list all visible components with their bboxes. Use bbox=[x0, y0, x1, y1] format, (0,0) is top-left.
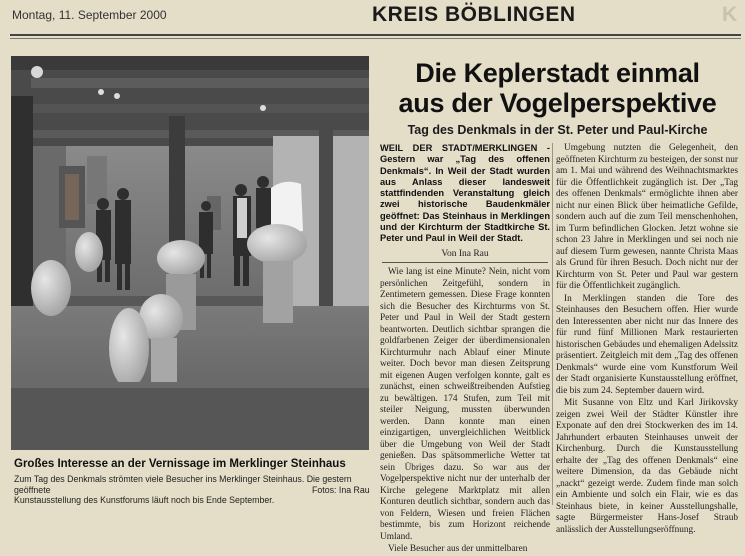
byline-rule bbox=[382, 262, 548, 263]
dateline: Montag, 11. September 2000 bbox=[12, 8, 167, 22]
headline-line: Die Keplerstadt einmal bbox=[415, 58, 700, 88]
article-column-1 bbox=[380, 267, 550, 556]
lead-paragraph: WEIL DER STADT/MERKLINGEN - Gestern war „Tag des offenen Denkmals“. In Weil der Stadt wurden aus Anlass dieser landesweit stattfindenden Veranstaltung gleich zwei historische Baudenkmäler geöffnet: Das Steinhaus in Merklingen und der Kirchturm der Stadtkirche St. Peter und Paul in Weil der Stadt. bbox=[380, 143, 550, 244]
photo-caption-line: Zum Tag des Denkmals strömten viele Besucher ins Merklinger Steinhaus. Die gestern geöffnete bbox=[14, 474, 352, 495]
header-rule bbox=[10, 34, 741, 36]
paragraph: Viele Besucher aus der unmittelbaren bbox=[388, 544, 528, 554]
section-title: KREIS BÖBLINGEN bbox=[372, 3, 576, 26]
paragraph: Umgebung nutzten die Gelegenheit, den geöffneten Kirchturm zu besteigen, der sonst nur am 1. Mai und während des Weihnachtsmarktes für die Öffentlichkeit zugänglich ist. Der „Tag des offenen Denkmals“ ermöglichte ihnen aber nicht nur einen Blick über heimatliche Gefilde, sondern auch auf die zum Teil menschenhohen, im Turm befindlichen Glocken. Jetzt wohne sie schon 23 Jahre in Merklingen und sei noch nie auf diesem Turm gewesen, nannte Christa Maas als Grund für ihren Besuch. Doch nicht nur der Kirchturm von St. Peter und Paul war gestern für die Öffentlichkeit zugänglich. bbox=[556, 143, 738, 291]
paragraph: Mit Susanne von Eltz und Karl Jirikovsky zeigen zwei Weil der Städter Künstler ihre Exponate auf den drei Stockwerken des im 14. Jahrhundert erbauten Steinhauses unweit der Kirchenburg. Durch die Kunstausstellung erhalte der „Tag des offenen Denkmals“ eine weitere Dimension, da das Gebäude nicht „nackt“ gezeigt werde. Zudem finde man solch ein Ambiente und solch ein Flair, wie es das Steinhaus biete, in keiner Ausstellungshalle, sagte Bürgermeister Hans-Josef Straub anlässlich der Ausstellungseröffnung. bbox=[556, 398, 738, 535]
article-column-2 bbox=[556, 143, 738, 536]
column-divider bbox=[552, 143, 553, 505]
photo-credit: Fotos: Ina Rau bbox=[312, 485, 370, 495]
photo-caption-line: Kunstausstellung des Kunstforums läuft noch bis Ende September. bbox=[14, 495, 275, 505]
header-rule-thin bbox=[10, 38, 741, 39]
byline: Von Ina Rau bbox=[441, 249, 489, 259]
headline bbox=[375, 58, 740, 118]
ghost-letter: K bbox=[722, 3, 738, 26]
headline-line: aus der Vogelperspektive bbox=[398, 88, 717, 118]
paragraph: Wie lang ist eine Minute? Nein, nicht vom persönlichen Zeitgefühl, sondern in Zentimetern gemessen. Diese Frage konnten sich die Besucher des Kirchturms von St. Peter und Paul in Weil der Stadt gestern beantworten. Deutlich sichtbar sprangen die goldfarbenen Zeiger der überdimensionalen Kirchturmuhr nach Ablauf einer Minute weiter. Doch bevor man diesen Zeitsprung mit eigenen Augen verfolgen konnte, galt es zunächst, einen schweißtreibenden Aufstieg zu bewältigen. 174 Stufen, zum Teil mit steiler Neigung, mussten überwunden werden. Dann konnte man einen einzigartigen, unvergleichlichen Weitblick über die Umgebung von Weil der Stadt genießen. Das spätsommerliche Wetter tat sein Übriges dazu. So war aus der Vogelperspektive nicht nur der unterhalb der Kirche gelegene Marktplatz mit allen Konturen deutlich sichtbar, sondern auch das von Feldern, Wiesen und freien Flächen bestimmte, bis zum Horizont reichende Umland. bbox=[380, 267, 550, 542]
exhibition-photo bbox=[11, 56, 369, 450]
subheadline: Tag des Denkmals in der St. Peter und Paul-Kirche bbox=[407, 123, 708, 137]
photo-caption-title: Großes Interesse an der Vernissage im Merklinger Steinhaus bbox=[14, 458, 346, 470]
paragraph: In Merklingen standen die Tore des Steinhauses den Besuchern offen. Hier wurde den Interessenten aber nicht nur das Innere des für rund fünf Millionen Mark restaurierten historischen Gebäudes und ehemaligen Adelssitz präsentiert. Zeitgleich mit dem „Tag des offenen Denkmals“ wurde eine vom Kunstforum Weil der Stadt organisierte Kunstausstellung eröffnet, die bis zum 24. September dauern wird. bbox=[556, 293, 738, 396]
